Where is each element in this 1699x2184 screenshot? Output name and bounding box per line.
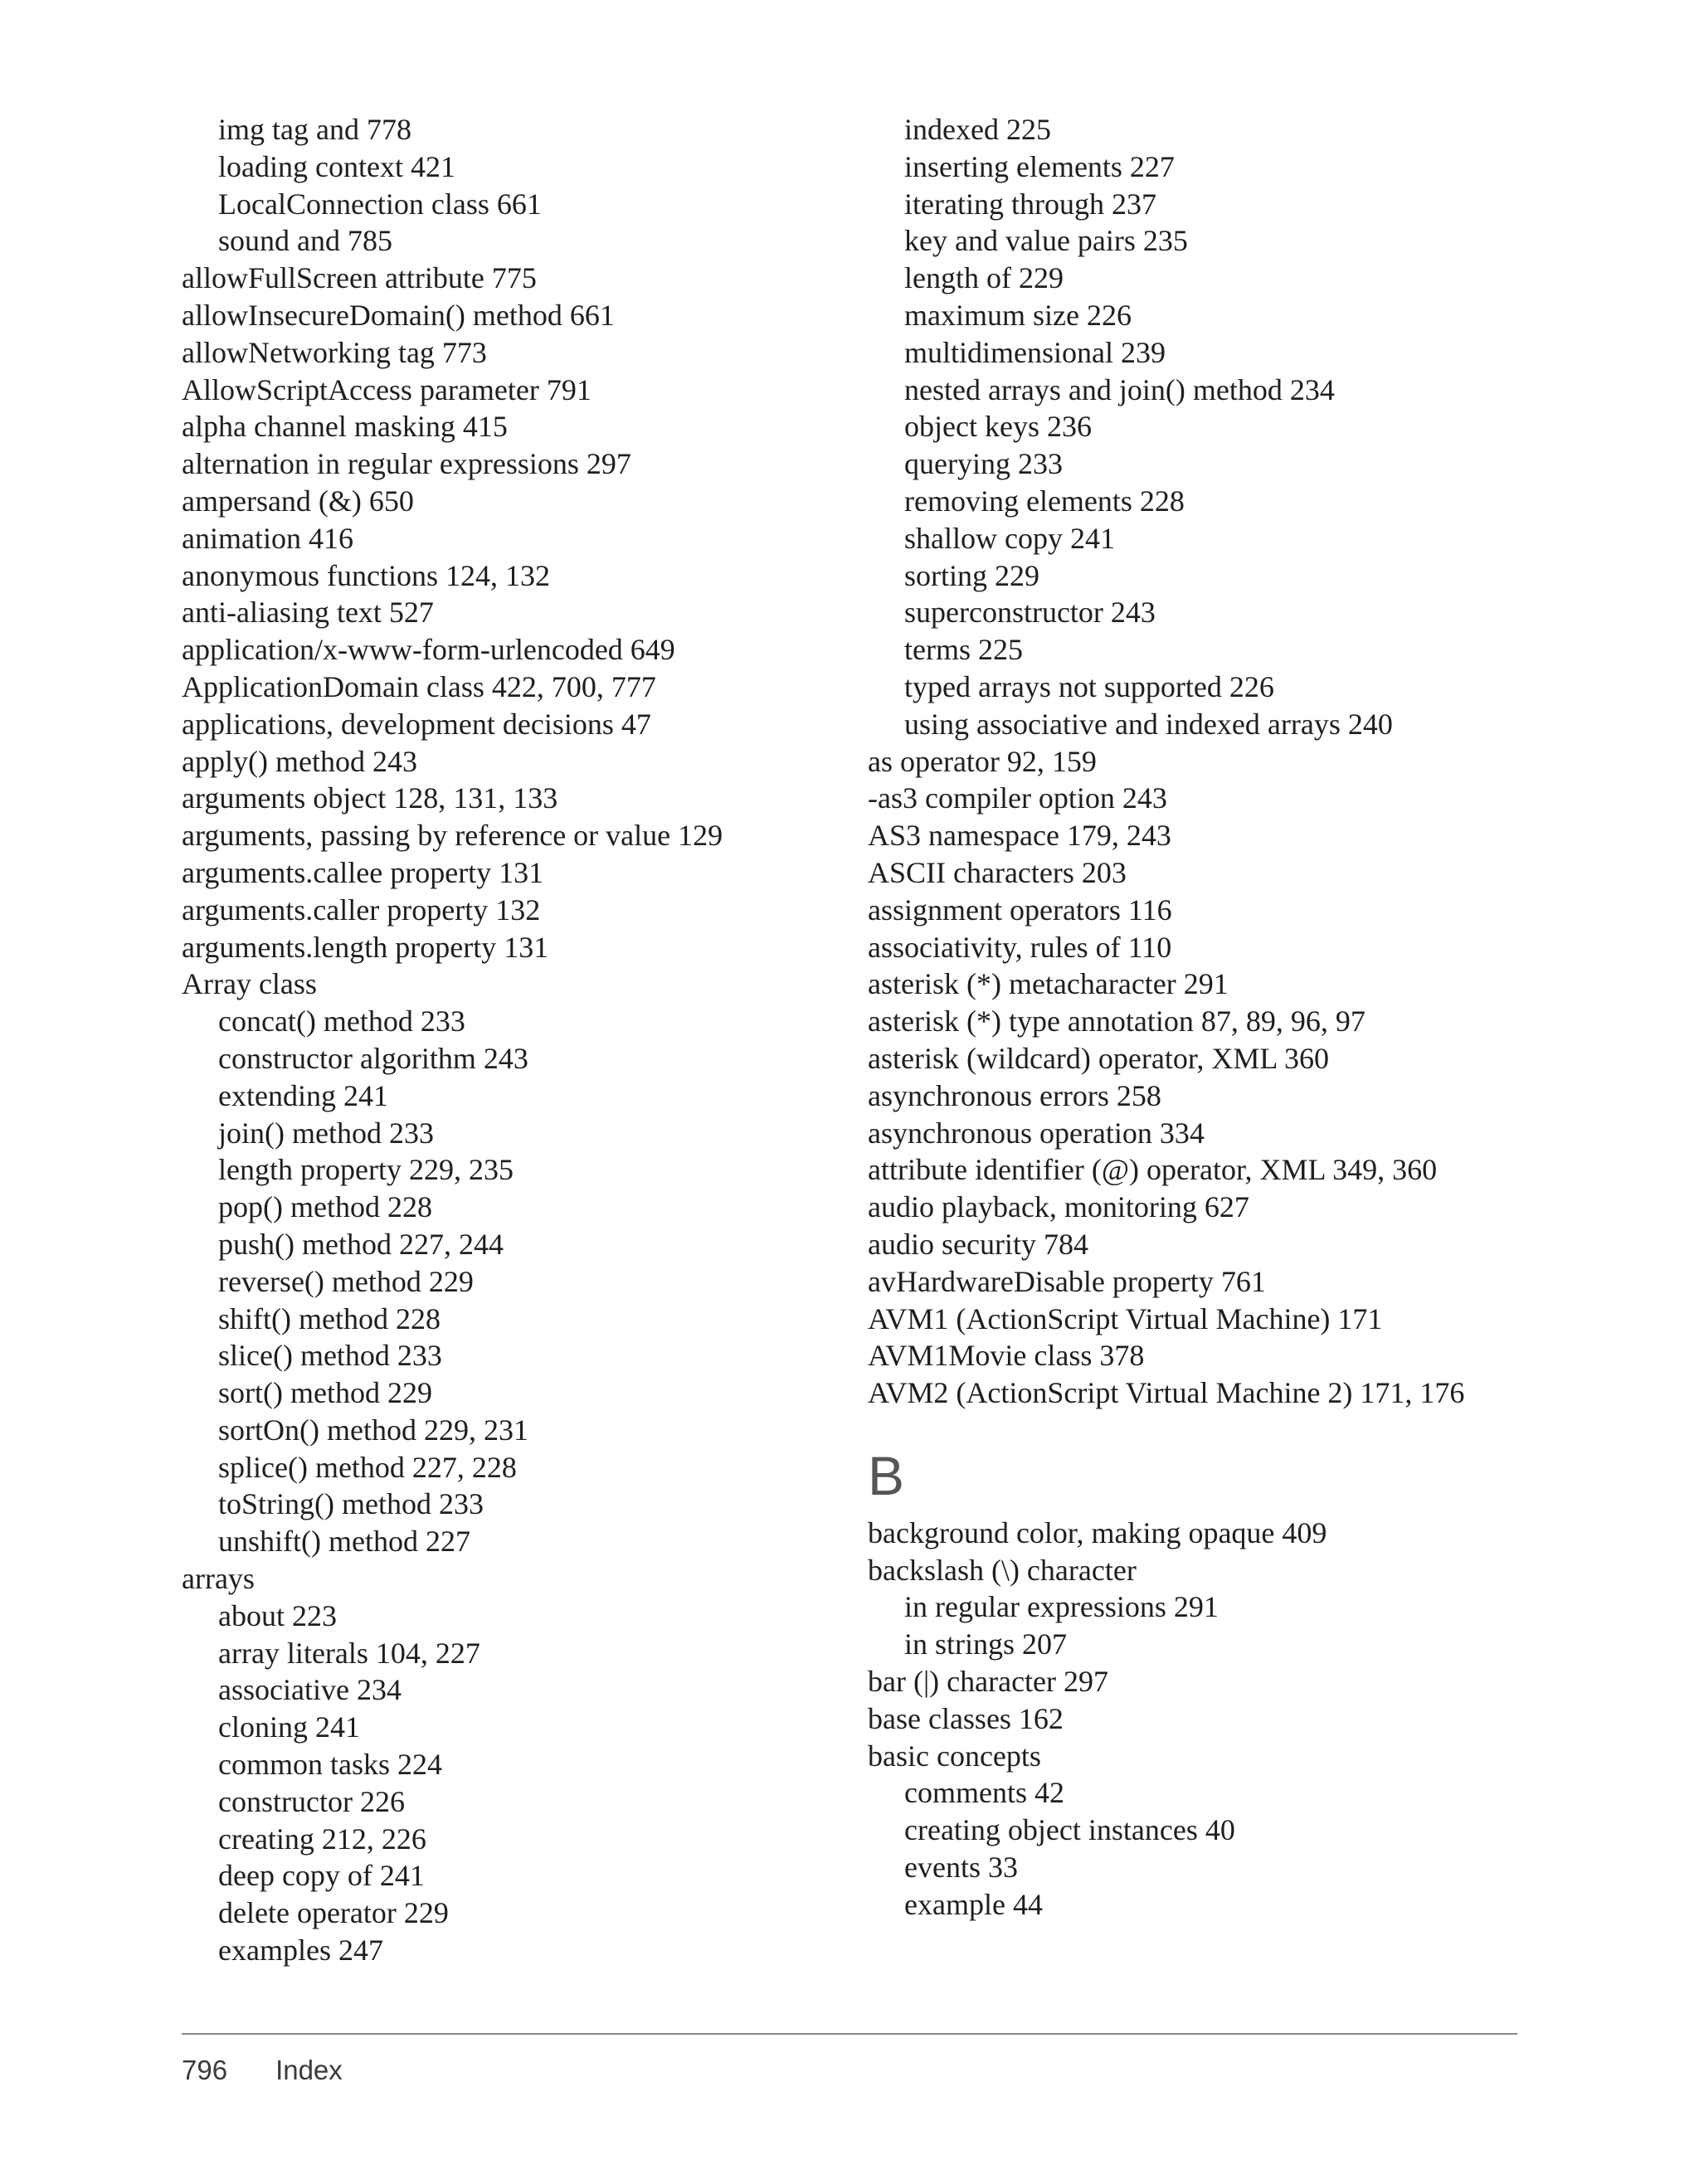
index-entry: asterisk (*) type annotation 87, 89, 96, 97 (868, 1004, 1366, 1038)
index-subentry: removing elements 228 (904, 484, 1185, 518)
index-entry: basic concepts (868, 1739, 1041, 1773)
index-entry: applications, development decisions 47 (182, 707, 651, 741)
index-subentry: concat() method 233 (218, 1004, 465, 1038)
index-entry: anonymous functions 124, 132 (182, 558, 550, 592)
index-subentry: events 33 (904, 1851, 1018, 1885)
index-subentry: nested arrays and join() method 234 (904, 372, 1335, 406)
index-entry: arrays (182, 1562, 255, 1596)
index-subentry: comments 42 (904, 1776, 1064, 1810)
index-subentry: in regular expressions 291 (904, 1590, 1219, 1624)
index-entry: avHardwareDisable property 761 (868, 1264, 1266, 1298)
index-subentry: examples 247 (218, 1933, 383, 1968)
index-subentry: splice() method 227, 228 (218, 1450, 517, 1484)
index-subentry: iterating through 237 (904, 187, 1156, 221)
footer-rule (182, 2033, 1517, 2035)
index-subentry: creating object instances 40 (904, 1813, 1235, 1847)
section-letter-heading: B (868, 1444, 905, 1506)
index-subentry: join() method 233 (218, 1116, 434, 1150)
index-entry: audio playback, monitoring 627 (868, 1190, 1249, 1224)
index-subentry: slice() method 233 (218, 1339, 442, 1373)
index-subentry: cloning 241 (218, 1710, 360, 1744)
index-subentry: push() method 227, 244 (218, 1227, 504, 1261)
index-subentry: terms 225 (904, 633, 1023, 667)
index-entry: application/x-www-form-urlencoded 649 (182, 633, 675, 667)
index-subentry: key and value pairs 235 (904, 224, 1188, 258)
index-subentry: example 44 (904, 1887, 1043, 1921)
index-subentry: shallow copy 241 (904, 521, 1115, 555)
index-entry: assignment operators 116 (868, 893, 1172, 927)
index-entry: ASCII characters 203 (868, 855, 1127, 889)
index-entry: AllowScriptAccess parameter 791 (182, 372, 591, 406)
index-entry: alternation in regular expressions 297 (182, 447, 631, 481)
index-entry: arguments.length property 131 (182, 930, 549, 964)
index-subentry: sound and 785 (218, 224, 392, 258)
index-subentry: inserting elements 227 (904, 149, 1175, 183)
index-entry: ampersand (&) 650 (182, 484, 414, 518)
index-subentry: creating 212, 226 (218, 1822, 426, 1856)
index-subentry: about 223 (218, 1598, 337, 1632)
index-entry: allowFullScreen attribute 775 (182, 261, 537, 295)
index-entry: as operator 92, 159 (868, 744, 1097, 778)
index-entry: AVM1Movie class 378 (868, 1339, 1145, 1373)
index-entry: allowInsecureDomain() method 661 (182, 298, 615, 332)
index-subentry: length property 229, 235 (218, 1153, 514, 1187)
index-subentry: querying 233 (904, 447, 1063, 481)
index-entry: asterisk (*) metacharacter 291 (868, 967, 1229, 1001)
index-subentry: shift() method 228 (218, 1301, 441, 1335)
index-subentry: reverse() method 229 (218, 1264, 474, 1298)
index-subentry: pop() method 228 (218, 1190, 432, 1224)
index-entry: asynchronous operation 334 (868, 1116, 1205, 1150)
index-entry: alpha channel masking 415 (182, 410, 508, 444)
index-entry: -as3 compiler option 243 (868, 781, 1167, 815)
page-number: 796 (182, 2055, 228, 2085)
index-subentry: sorting 229 (904, 558, 1040, 592)
index-subentry: common tasks 224 (218, 1748, 442, 1782)
index-entry: asterisk (wildcard) operator, XML 360 (868, 1041, 1330, 1075)
index-entry: AVM1 (ActionScript Virtual Machine) 171 (868, 1301, 1383, 1335)
index-subentry: in strings 207 (904, 1627, 1068, 1661)
index-entry: audio security 784 (868, 1227, 1088, 1261)
footer-section-title: Index (275, 2055, 343, 2085)
index-entry: Array class (182, 967, 317, 1001)
index-subentry: multidimensional 239 (904, 335, 1166, 369)
index-subentry: object keys 236 (904, 410, 1092, 444)
page-footer (182, 2054, 343, 2087)
index-entries-b (868, 1515, 1548, 1924)
index-entry: associativity, rules of 110 (868, 930, 1172, 964)
index-subentry: indexed 225 (904, 113, 1051, 146)
index-subentry: sortOn() method 229, 231 (218, 1413, 528, 1447)
index-entry: apply() method 243 (182, 744, 417, 778)
index-entry: anti-aliasing text 527 (182, 596, 434, 630)
index-entry: arguments.caller property 132 (182, 893, 541, 927)
index-subentry: sort() method 229 (218, 1376, 432, 1410)
index-entry: background color, making opaque 409 (868, 1515, 1327, 1549)
index-subentry: deep copy of 241 (218, 1859, 425, 1893)
index-subentry: img tag and 778 (218, 113, 411, 146)
index-entry: AS3 namespace 179, 243 (868, 819, 1171, 853)
index-entry: allowNetworking tag 773 (182, 335, 487, 369)
index-entry: AVM2 (ActionScript Virtual Machine 2) 171, 176 (868, 1376, 1465, 1410)
index-entry: backslash (\) character (868, 1553, 1137, 1587)
index-subentry: constructor 226 (218, 1784, 405, 1818)
index-entry: ApplicationDomain class 422, 700, 777 (182, 669, 656, 703)
index-column-left (182, 111, 845, 1969)
index-subentry: constructor algorithm 243 (218, 1041, 528, 1075)
index-entry: arguments object 128, 131, 133 (182, 781, 558, 815)
index-entry: animation 416 (182, 521, 353, 555)
index-subentry: length of 229 (904, 261, 1064, 295)
index-subentry: typed arrays not supported 226 (904, 669, 1274, 703)
index-subentry: loading context 421 (218, 149, 455, 183)
index-entry: attribute identifier (@) operator, XML 349, 360 (868, 1153, 1438, 1187)
index-subentry: unshift() method 227 (218, 1525, 470, 1559)
index-subentry: associative 234 (218, 1673, 402, 1707)
index-entry: arguments.callee property 131 (182, 855, 544, 889)
index-entry: base classes 162 (868, 1701, 1064, 1735)
index-subentry: toString() method 233 (218, 1487, 484, 1521)
index-subentry: using associative and indexed arrays 240 (904, 707, 1393, 741)
index-entry: asynchronous errors 258 (868, 1078, 1161, 1112)
index-subentry: array literals 104, 227 (218, 1636, 480, 1670)
index-entry: bar (|) character 297 (868, 1665, 1109, 1699)
index-column-right (868, 111, 1548, 1924)
index-subentry: superconstructor 243 (904, 596, 1156, 630)
index-subentry: delete operator 229 (218, 1896, 449, 1930)
index-subentry: extending 241 (218, 1078, 388, 1112)
index-entries-a-continued (868, 111, 1548, 1412)
index-entry: arguments, passing by reference or value 129 (182, 819, 723, 853)
index-subentry: maximum size 226 (904, 298, 1132, 332)
index-subentry: LocalConnection class 661 (218, 187, 542, 221)
